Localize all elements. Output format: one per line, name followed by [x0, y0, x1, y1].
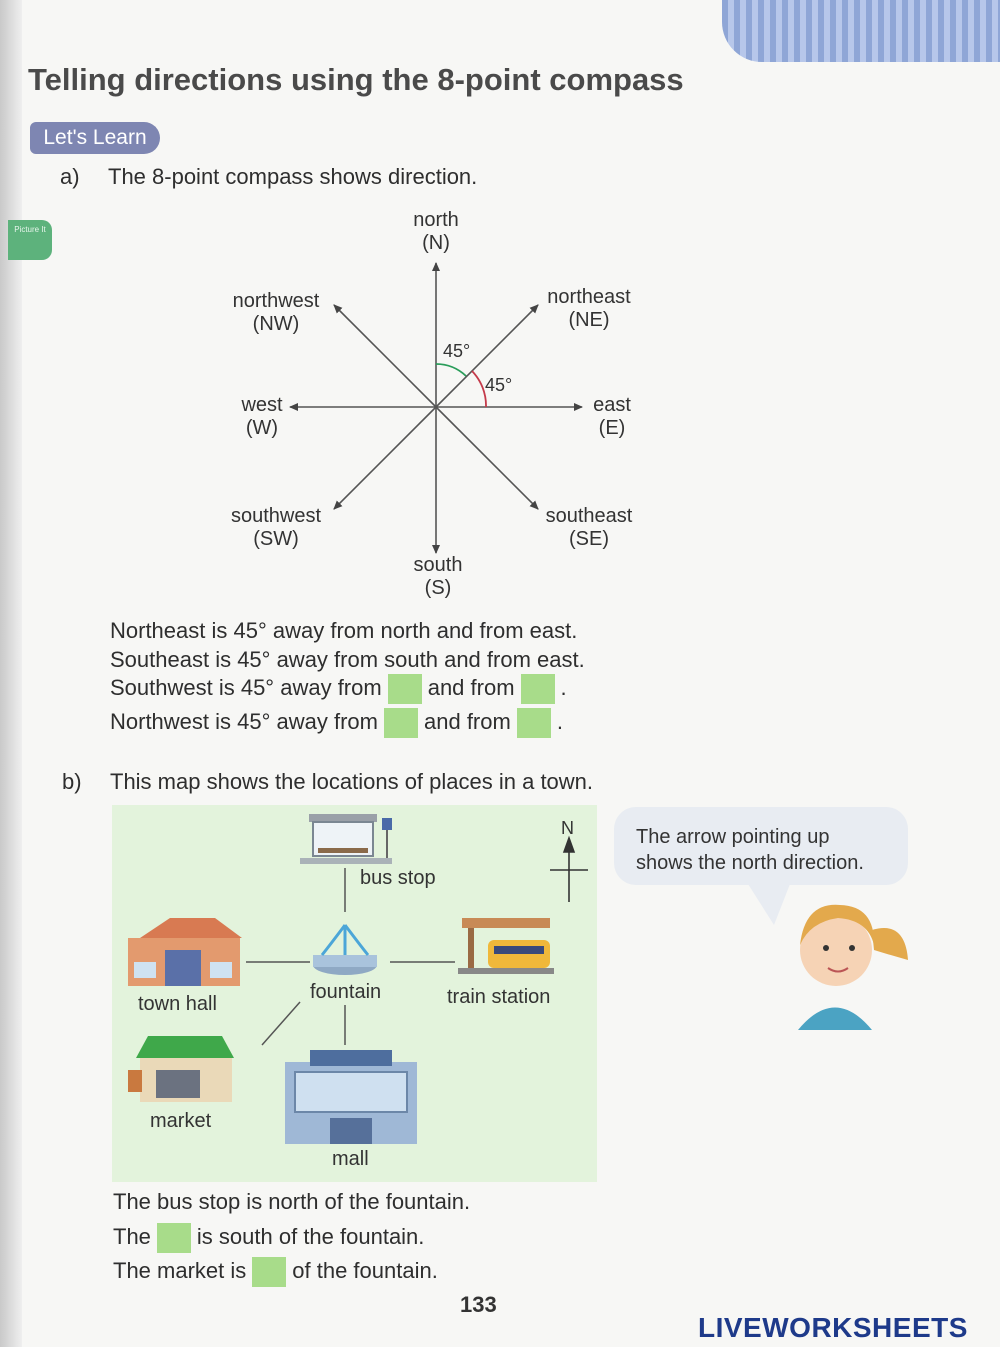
- statement-northwest: Northwest is 45° away from and from .: [110, 708, 563, 738]
- map-label-fountain: fountain: [310, 981, 382, 1003]
- label-northwest: northwest (NW): [232, 290, 320, 335]
- label-north: north (N): [413, 209, 459, 254]
- label-east: east (E): [593, 394, 631, 439]
- page-number: 133: [460, 1292, 497, 1317]
- question-bus-stop: The bus stop is north of the fountain.: [113, 1189, 471, 1214]
- label-west: west (W): [241, 394, 283, 439]
- lets-learn-badge: Let's Learn: [30, 122, 160, 154]
- girl-illustration: [798, 905, 908, 1030]
- market-icon: [128, 1036, 234, 1102]
- answer-box-south[interactable]: [157, 1223, 191, 1253]
- map-north-label: N: [561, 818, 574, 838]
- section-a-label: a): [60, 164, 80, 189]
- map-label-train-station: train station: [447, 986, 551, 1008]
- statement-southwest: Southwest is 45° away from and from .: [110, 674, 567, 704]
- label-southeast: southeast (SE): [545, 505, 633, 550]
- side-tab: Picture It: [8, 220, 52, 260]
- question-market: The market is of the fountain.: [113, 1257, 438, 1287]
- town-hall-icon: [128, 918, 242, 986]
- bus-stop-icon: [300, 814, 392, 864]
- label-southwest: southwest (SW): [230, 505, 322, 550]
- north-arrow-icon: [550, 838, 588, 902]
- angle-label-2: 45°: [485, 375, 513, 395]
- brand-logo: LIVEWORKSHEETS: [698, 1312, 968, 1343]
- statement-northeast: Northeast is 45° away from north and from east.: [110, 618, 578, 643]
- question-south: The is south of the fountain.: [113, 1223, 424, 1253]
- page-title: Telling directions using the 8-point compass: [28, 62, 684, 97]
- label-south: south (S): [413, 554, 463, 599]
- train-station-icon: [458, 918, 554, 974]
- map-label-market: market: [150, 1110, 212, 1132]
- answer-box-market[interactable]: [252, 1257, 286, 1287]
- section-b-label: b): [62, 769, 82, 794]
- label-northeast: northeast (NE): [547, 286, 631, 331]
- statement-southeast: Southeast is 45° away from south and from east.: [110, 647, 585, 672]
- mall-icon: [285, 1050, 417, 1144]
- map-label-town-hall: town hall: [138, 993, 217, 1015]
- fountain-icon: [313, 925, 377, 975]
- section-b-text: This map shows the locations of places in a town.: [110, 769, 594, 794]
- section-a-text: The 8-point compass shows direction.: [108, 164, 478, 189]
- map-label-mall: mall: [332, 1148, 369, 1170]
- angle-label-1: 45°: [443, 341, 471, 361]
- speech-text: The arrow pointing up shows the north direction.: [636, 826, 864, 874]
- map-label-bus-stop: bus stop: [360, 867, 436, 889]
